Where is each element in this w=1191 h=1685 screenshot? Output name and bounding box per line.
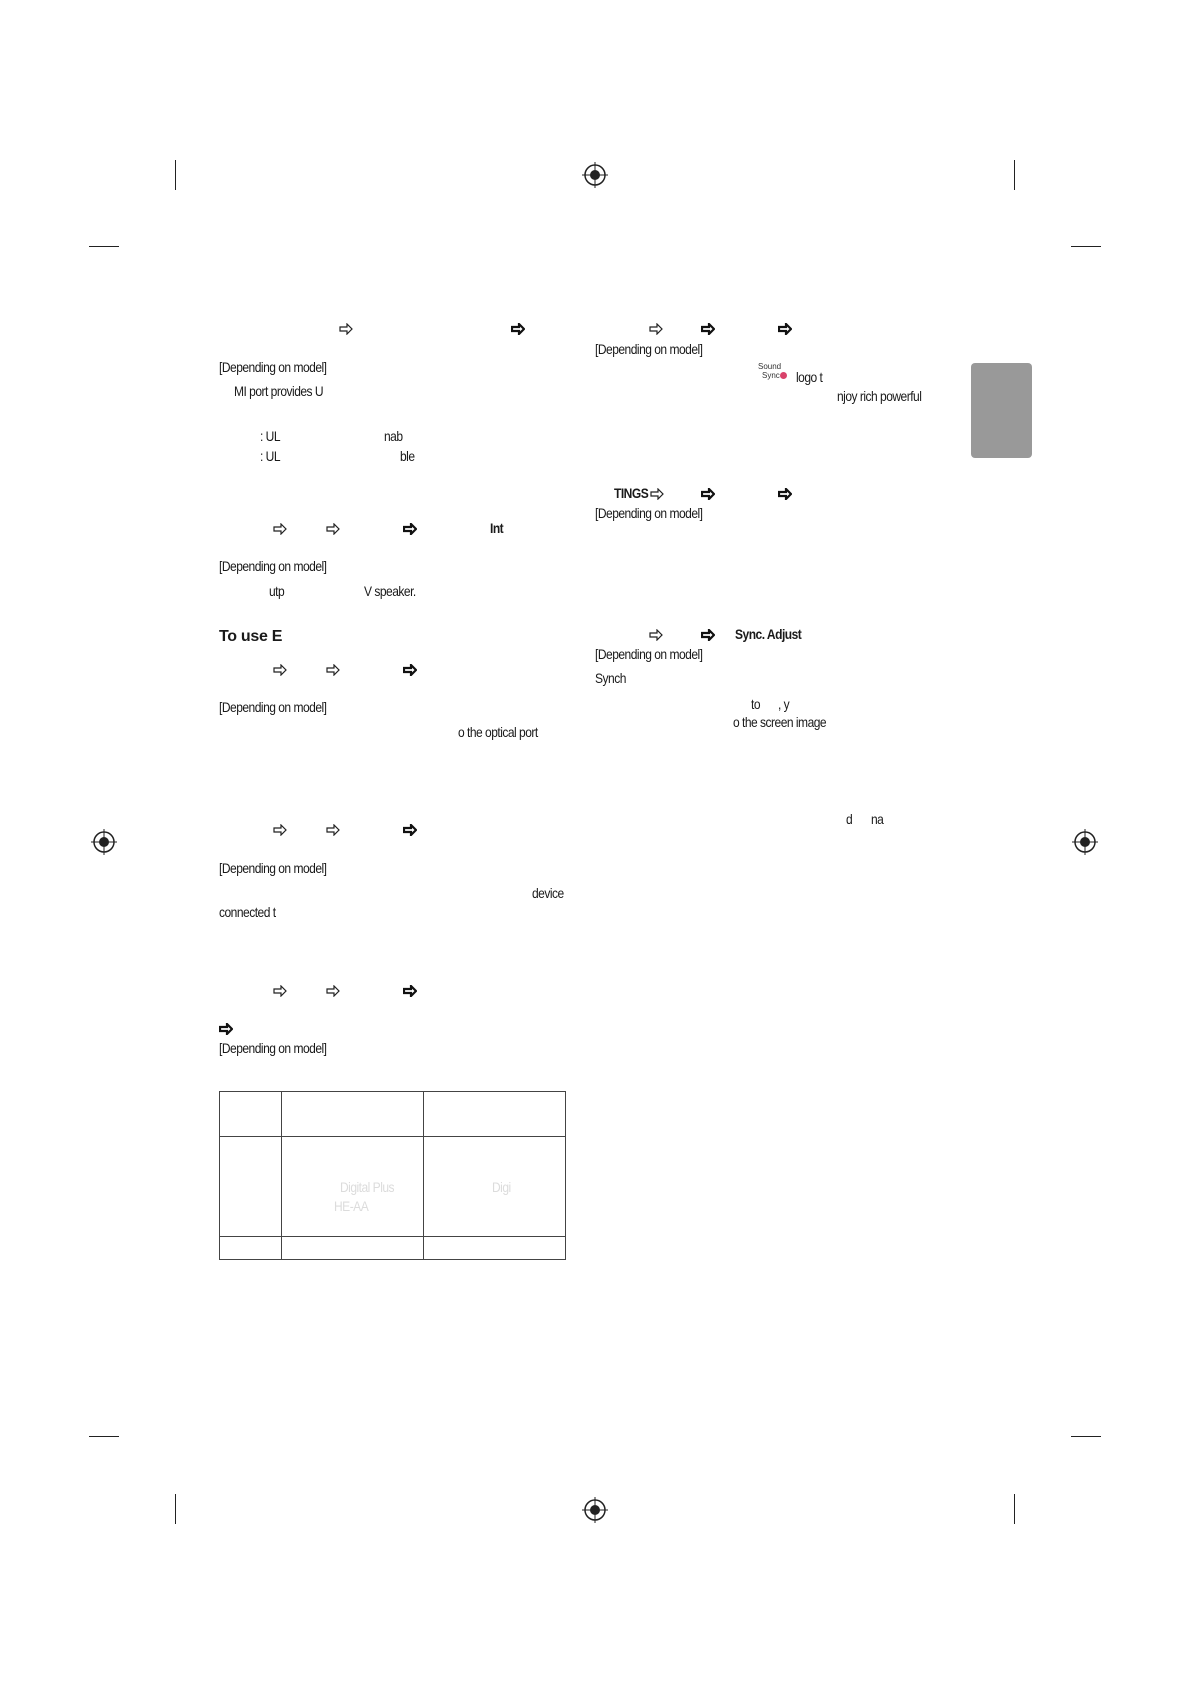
table-cell bbox=[220, 1092, 282, 1137]
depending-note: [Depending on model] bbox=[219, 860, 327, 876]
logo-text: logo t bbox=[796, 369, 823, 385]
arrow-outline-icon bbox=[649, 629, 663, 641]
language-tab bbox=[971, 363, 1032, 458]
table-cell bbox=[282, 1237, 424, 1260]
arrow-outline-icon bbox=[273, 664, 287, 676]
synch-text: Synch bbox=[595, 670, 626, 686]
arrow-outline-icon bbox=[326, 523, 340, 535]
menu-label: Int bbox=[490, 520, 504, 536]
arrow-outline-icon bbox=[326, 985, 340, 997]
depending-note: [Depending on model] bbox=[219, 359, 327, 375]
table-cell-text: Digital Plus bbox=[340, 1179, 395, 1195]
arrow-outline-icon bbox=[326, 824, 340, 836]
arrow-bold-icon bbox=[511, 323, 525, 335]
body-text: to bbox=[751, 696, 761, 712]
arrow-bold-icon bbox=[701, 629, 715, 641]
registration-mark-icon bbox=[1072, 829, 1098, 855]
output-text: V speaker. bbox=[364, 583, 416, 599]
arrow-outline-icon bbox=[273, 523, 287, 535]
table-cell bbox=[220, 1237, 282, 1260]
registration-mark-icon bbox=[582, 1497, 608, 1523]
audio-format-table bbox=[219, 1091, 566, 1260]
arrow-bold-icon bbox=[701, 488, 715, 500]
depending-note: [Depending on model] bbox=[219, 1040, 327, 1056]
arrow-outline-icon bbox=[650, 488, 664, 500]
output-text: utp bbox=[269, 583, 285, 599]
sound-sync-logo: Sound Sync bbox=[758, 362, 788, 384]
optical-text: o the optical port bbox=[458, 724, 538, 740]
table-cell-text: HE-AA bbox=[334, 1198, 369, 1214]
depending-note: [Depending on model] bbox=[219, 699, 327, 715]
depending-note: [Depending on model] bbox=[219, 558, 327, 574]
arrow-bold-icon bbox=[403, 523, 417, 535]
arrow-bold-icon bbox=[219, 1023, 233, 1035]
ul-text: : UL bbox=[260, 428, 281, 444]
crop-mark bbox=[89, 246, 119, 247]
arrow-bold-icon bbox=[778, 488, 792, 500]
crop-mark bbox=[1014, 160, 1015, 190]
crop-mark bbox=[1071, 246, 1101, 247]
arrow-outline-icon bbox=[273, 824, 287, 836]
crop-mark bbox=[89, 1436, 119, 1437]
table-cell-text: Digi bbox=[492, 1179, 511, 1195]
table-cell bbox=[424, 1092, 566, 1137]
table-cell bbox=[282, 1092, 424, 1137]
body-text: na bbox=[871, 811, 884, 827]
menu-label: TINGS bbox=[614, 485, 649, 501]
registration-mark-icon bbox=[582, 162, 608, 188]
body-text: , y bbox=[778, 696, 790, 712]
arrow-bold-icon bbox=[701, 323, 715, 335]
ul-text: nab bbox=[384, 428, 403, 444]
section-heading: To use E bbox=[219, 628, 283, 645]
ul-text: : UL bbox=[260, 448, 281, 464]
depending-note: [Depending on model] bbox=[595, 646, 703, 662]
enjoy-text: njoy rich powerful bbox=[837, 388, 922, 404]
arrow-outline-icon bbox=[339, 323, 353, 335]
arrow-outline-icon bbox=[649, 323, 663, 335]
depending-note: [Depending on model] bbox=[595, 341, 703, 357]
arrow-bold-icon bbox=[403, 985, 417, 997]
body-text: d bbox=[846, 811, 853, 827]
table-cell bbox=[424, 1237, 566, 1260]
ul-text: ble bbox=[400, 448, 415, 464]
arrow-bold-icon bbox=[403, 664, 417, 676]
arrow-outline-icon bbox=[326, 664, 340, 676]
crop-mark bbox=[1014, 1494, 1015, 1524]
registration-mark-icon bbox=[91, 829, 117, 855]
connected-text: connected t bbox=[219, 904, 276, 920]
arrow-bold-icon bbox=[403, 824, 417, 836]
arrow-bold-icon bbox=[778, 323, 792, 335]
hdmi-text: MI port provides U bbox=[234, 383, 324, 399]
depending-note: [Depending on model] bbox=[595, 505, 703, 521]
crop-mark bbox=[1071, 1436, 1101, 1437]
crop-mark bbox=[175, 160, 176, 190]
crop-mark bbox=[175, 1494, 176, 1524]
device-text: device bbox=[532, 885, 564, 901]
arrow-outline-icon bbox=[273, 985, 287, 997]
body-text: o the screen image bbox=[733, 714, 827, 730]
table-cell bbox=[220, 1137, 282, 1237]
menu-label: Sync. Adjust bbox=[735, 626, 802, 642]
